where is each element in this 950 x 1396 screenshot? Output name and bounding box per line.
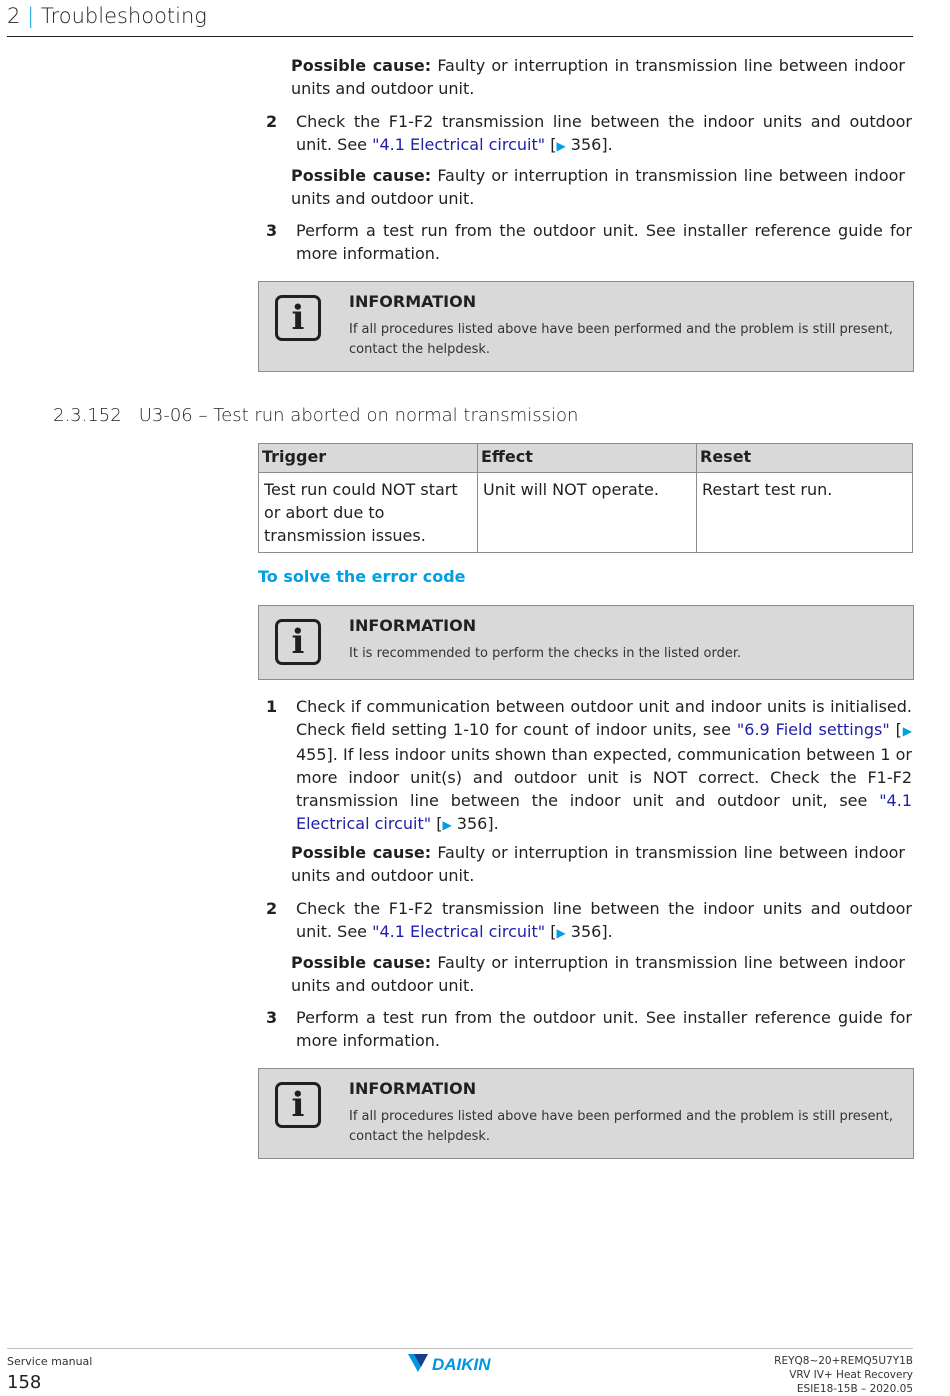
section-number: 2.3.152: [53, 405, 122, 426]
information-body: If all procedures listed above have been performed and the problem is still present, contact the helpdesk.: [349, 1109, 894, 1144]
link-field-settings[interactable]: "6.9 Field settings": [736, 720, 890, 739]
footer-divider: [7, 1348, 913, 1349]
column-header-reset: Reset: [697, 444, 913, 473]
information-box: [258, 1068, 914, 1159]
information-body: It is recommended to perform the checks in the listed order.: [349, 646, 742, 661]
link-electrical-circuit[interactable]: "4.1 Electrical circuit": [372, 922, 546, 941]
footer-doc-code: ESIE18-15B – 2020.05: [796, 1383, 913, 1395]
step-item: [266, 110, 912, 156]
cell-reset: Restart test run.: [697, 473, 913, 553]
link-electrical-circuit[interactable]: "4.1 Electrical circuit": [296, 791, 912, 833]
page-header: [7, 4, 913, 37]
information-icon: i: [275, 619, 321, 665]
column-header-trigger: Trigger: [259, 444, 478, 473]
step-item: [266, 695, 912, 835]
footer-model: REYQ8~20+REMQ5U7Y1B: [774, 1355, 913, 1367]
information-title: INFORMATION: [349, 616, 477, 635]
step-item: [266, 219, 912, 265]
section-heading: [53, 405, 578, 426]
solve-heading: To solve the error code: [258, 567, 466, 586]
footer-doc-type: Service manual: [7, 1355, 93, 1368]
step-number: 3: [266, 1008, 278, 1027]
cell-effect: Unit will NOT operate.: [478, 473, 697, 553]
link-electrical-circuit[interactable]: "4.1 Electrical circuit": [372, 135, 546, 154]
page-number: 158: [7, 1372, 42, 1393]
page-ref-arrow-icon: ▶: [556, 139, 566, 153]
possible-cause: Possible cause: Faulty or interruption in transmission line between indoor units and outdoor unit.: [291, 166, 905, 208]
table-header-row: [259, 444, 913, 473]
information-title: INFORMATION: [349, 292, 477, 311]
possible-cause: Possible cause: Faulty or interruption in transmission line between indoor units and outdoor unit.: [291, 56, 905, 98]
step-text: Perform a test run from the outdoor unit. See installer reference guide for more information.: [296, 1008, 912, 1050]
step-number: 2: [266, 112, 278, 131]
page-ref-arrow-icon: ▶: [556, 926, 566, 940]
chapter-title: Troubleshooting: [40, 4, 207, 28]
step-number: 1: [266, 697, 278, 716]
cell-trigger: Test run could NOT start or abort due to transmission issues.: [259, 473, 478, 553]
step-number: 3: [266, 221, 278, 240]
section-title: U3-06 – Test run aborted on normal transmission: [138, 405, 579, 426]
information-icon: i: [275, 1082, 321, 1128]
step-text: Check the F1-F2 transmission line between the indoor units and outdoor unit. See "4.1 Electrical circuit" [▶ 356].: [296, 112, 912, 154]
step-text: Check if communication between outdoor unit and indoor units is initialised. Check field setting 1-10 for count of indoor units, see "6.9 Field settings" [▶ 455]. If less indoor units shown than expected, communication between 1 or more indoor unit(s) and outdoor unit is NOT correct. Check the F1-F2 transmission line between the indoor unit and outdoor unit, see "4.1 Electrical circuit" [▶ 356].: [296, 697, 912, 833]
daikin-logo: [408, 1352, 512, 1374]
column-header-effect: Effect: [478, 444, 697, 473]
information-body: If all procedures listed above have been performed and the problem is still present, contact the helpdesk.: [349, 322, 894, 357]
possible-cause: Possible cause: Faulty or interruption in transmission line between indoor units and outdoor unit.: [291, 843, 905, 885]
trigger-effect-reset-table: [258, 443, 913, 553]
step-item: [266, 1006, 912, 1052]
step-text: Perform a test run from the outdoor unit. See installer reference guide for more information.: [296, 221, 912, 263]
page-ref-arrow-icon: ▶: [901, 724, 912, 738]
footer-product-info: [774, 1354, 913, 1396]
information-title: INFORMATION: [349, 1079, 477, 1098]
possible-cause: Possible cause: Faulty or interruption in transmission line between indoor units and outdoor unit.: [291, 953, 905, 995]
information-box: [258, 605, 914, 680]
information-box: [258, 281, 914, 372]
step-item: [266, 897, 912, 943]
step-number: 2: [266, 899, 278, 918]
footer-product: VRV IV+ Heat Recovery: [789, 1369, 913, 1381]
daikin-logo-text: DAIKIN: [432, 1355, 491, 1374]
page-ref-arrow-icon: ▶: [442, 818, 452, 832]
chapter-number: 2: [7, 4, 21, 28]
header-separator: |: [27, 4, 35, 28]
information-icon: i: [275, 295, 321, 341]
step-text: Check the F1-F2 transmission line between the indoor units and outdoor unit. See "4.1 Electrical circuit" [▶ 356].: [296, 899, 912, 941]
table-row: [259, 473, 913, 553]
